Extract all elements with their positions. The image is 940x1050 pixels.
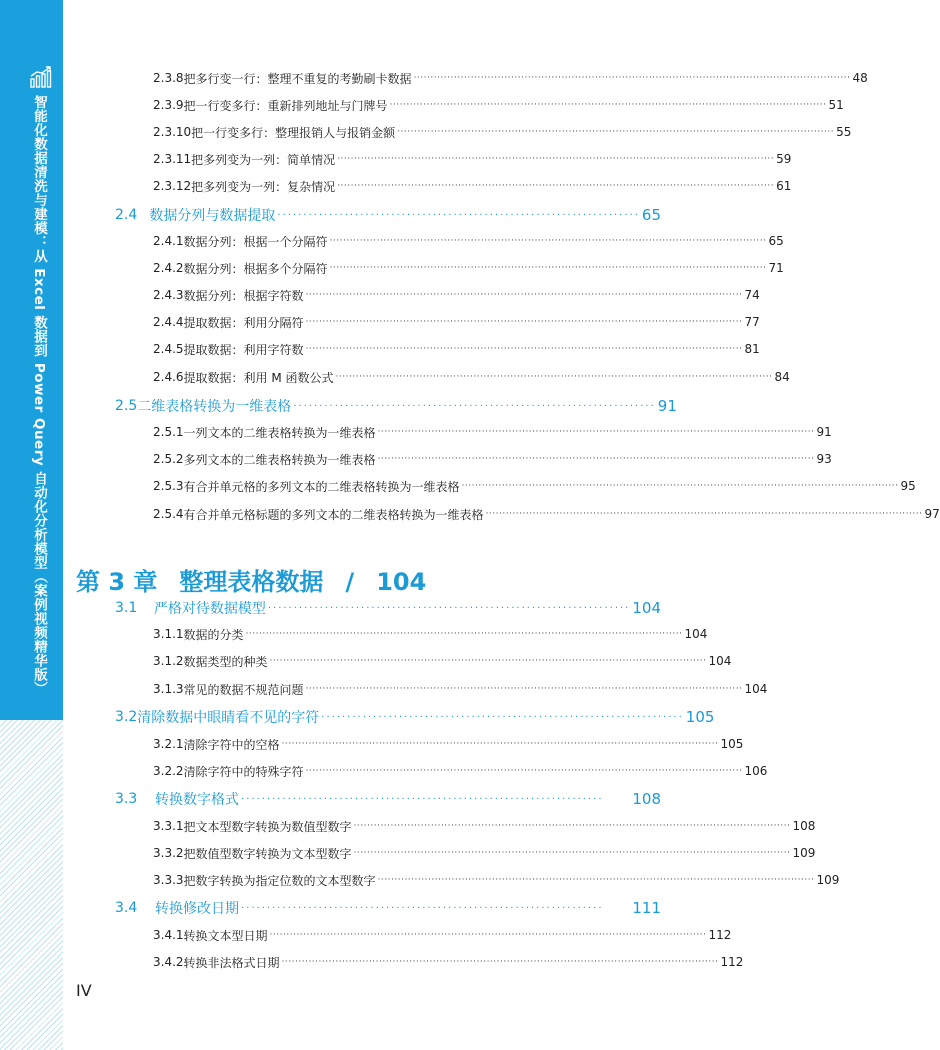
dot-leader: ·································································································································· [305, 290, 743, 300]
entry-page: 91 [816, 425, 832, 439]
entry-number: 2.4.2 [153, 261, 184, 275]
entry-number: 3.2.2 [153, 764, 184, 778]
entry-number: 3.3.1 [153, 819, 184, 833]
entry-title: 常见的数据不规范问题 [183, 682, 304, 697]
toc-entry[interactable] [153, 96, 844, 114]
entry-number: 2.5.2 [153, 452, 184, 466]
entry-title: 把多列变为一列：简单情况 [191, 152, 336, 167]
entry-number: 3.3.3 [153, 873, 184, 887]
dot-leader: ······································································ [267, 602, 631, 614]
entry-page: 108 [792, 819, 816, 833]
entry-page: 109 [792, 846, 816, 860]
dot-leader: ·································································································································· [329, 263, 767, 273]
toc-entry[interactable] [153, 286, 760, 304]
entry-page: 93 [816, 452, 832, 466]
entry-title: 数据分列：根据一个分隔符 [183, 234, 328, 249]
entry-page: 81 [744, 342, 760, 356]
chapter-title: 整理表格数据 [179, 568, 324, 596]
toc-section-entry[interactable] [115, 598, 661, 618]
toc-entry[interactable] [153, 259, 784, 277]
toc-entry[interactable] [153, 368, 790, 386]
entry-number: 3.3 [115, 791, 138, 807]
entry-number: 3.1.2 [153, 654, 184, 668]
dot-leader: ······································································ [277, 209, 640, 221]
dot-leader: ·································································································································· [485, 509, 923, 519]
toc-entry[interactable] [153, 926, 732, 944]
entry-page: 104 [632, 599, 661, 617]
toc-entry[interactable] [153, 177, 792, 195]
dot-leader: ······································································ [321, 711, 684, 723]
entry-page: 105 [720, 737, 744, 751]
dot-leader: ·································································································································· [281, 739, 719, 749]
toc-entry[interactable] [153, 477, 916, 495]
entry-number: 2.4.6 [153, 370, 184, 384]
entry-title: 提取数据：利用字符数 [183, 342, 304, 357]
entry-title: 转换修改日期 [155, 901, 239, 917]
toc-entry[interactable] [153, 844, 816, 862]
entry-page: 104 [744, 682, 768, 696]
toc-section-entry[interactable] [115, 898, 661, 918]
entry-number: 2.4.3 [153, 288, 184, 302]
entry-page: 77 [744, 315, 760, 329]
entry-title: 严格对待数据模型 [153, 601, 266, 617]
dot-leader: ·································································································································· [269, 930, 707, 940]
entry-title: 有合并单元格的多列文本的二维表格转换为一维表格 [183, 479, 460, 494]
entry-title: 提取数据：利用 M 函数公式 [183, 370, 334, 385]
entry-page: 111 [632, 899, 661, 917]
entry-title: 二维表格转换为一维表格 [137, 399, 292, 415]
toc-entry[interactable] [153, 817, 816, 835]
dot-leader: ·································································································································· [305, 766, 743, 776]
toc-section-entry[interactable] [115, 789, 661, 809]
dot-leader: ·································································································································· [377, 427, 815, 437]
dot-leader: ·································································································································· [353, 821, 791, 831]
entry-title: 有合并单元格标题的多列文本的二维表格转换为一维表格 [183, 507, 484, 522]
entry-title: 把一行变多行：重新排列地址与门牌号 [183, 98, 388, 113]
dot-leader: ·································································································································· [335, 372, 773, 382]
entry-number: 2.5 [115, 398, 138, 414]
chapter-separator: / [345, 568, 355, 596]
bar-chart-icon [30, 66, 52, 88]
entry-title: 转换文本型日期 [183, 928, 268, 943]
entry-page: 61 [776, 179, 792, 193]
entry-page: 48 [852, 71, 868, 85]
entry-page: 108 [632, 790, 661, 808]
entry-number: 2.3.9 [153, 98, 184, 112]
entry-number: 2.5.3 [153, 479, 184, 493]
chapter-heading[interactable] [76, 562, 427, 596]
entry-number: 3.2.1 [153, 737, 184, 751]
dot-leader: ······································································ [241, 902, 604, 914]
entry-title: 把文本型数字转换为数值型数字 [183, 819, 352, 834]
toc-entry[interactable] [153, 953, 744, 971]
entry-title: 数据分列：根据字符数 [183, 288, 304, 303]
entry-page: 65 [641, 206, 661, 224]
toc-entry[interactable] [153, 505, 940, 523]
entry-title: 把多行变一行：整理不重复的考勤刷卡数据 [183, 71, 412, 86]
dot-leader: ·································································································································· [245, 629, 683, 639]
entry-number: 2.3.10 [153, 125, 192, 139]
entry-page: 104 [708, 654, 732, 668]
dot-leader: ·································································································································· [305, 344, 743, 354]
toc-section-entry[interactable] [115, 205, 661, 225]
entry-title: 数据分列与数据提取 [149, 208, 276, 224]
entry-title: 数据的分类 [183, 627, 244, 642]
entry-number: 2.3.12 [153, 179, 192, 193]
entry-number: 3.4.1 [153, 928, 184, 942]
dot-leader: ·································································································································· [377, 454, 815, 464]
entry-title: 清除数据中眼睛看不见的字符 [137, 710, 320, 726]
entry-page: 104 [684, 627, 708, 641]
chapter-page: 104 [376, 568, 427, 596]
entry-number: 2.4.4 [153, 315, 184, 329]
entry-title: 多列文本的二维表格转换为一维表格 [183, 452, 376, 467]
toc-entry[interactable] [153, 340, 760, 358]
entry-number: 3.3.2 [153, 846, 184, 860]
entry-title: 提取数据：利用分隔符 [183, 315, 304, 330]
entry-title: 一列文本的二维表格转换为一维表格 [183, 425, 376, 440]
entry-page: 65 [768, 234, 784, 248]
entry-page: 59 [776, 152, 792, 166]
entry-page: 112 [720, 955, 744, 969]
dot-leader: ·································································································································· [389, 100, 827, 110]
entry-number: 3.1.3 [153, 682, 184, 696]
toc-entry[interactable] [153, 313, 760, 331]
dot-leader: ·································································································································· [269, 656, 707, 666]
entry-page: 95 [900, 479, 916, 493]
sidebar-hatch-pattern [0, 720, 63, 1050]
toc-entry[interactable] [153, 232, 784, 250]
dot-leader: ······································································ [293, 400, 656, 412]
dot-leader: ·································································································································· [281, 957, 719, 967]
toc-entry[interactable] [153, 450, 832, 468]
entry-title: 清除字符中的空格 [183, 737, 280, 752]
toc-section-entry[interactable] [115, 396, 677, 416]
entry-page: 74 [744, 288, 760, 302]
dot-leader: ·································································································································· [461, 481, 899, 491]
entry-title: 转换数字格式 [155, 792, 239, 808]
entry-page: 97 [924, 507, 940, 521]
entry-number: 3.2 [115, 709, 138, 725]
dot-leader: ·································································································································· [353, 848, 791, 858]
toc-entry[interactable] [153, 680, 768, 698]
dot-leader: ·································································································································· [305, 684, 743, 694]
entry-title: 转换非法格式日期 [183, 955, 280, 970]
entry-page: 91 [657, 397, 677, 415]
entry-number: 2.3.11 [153, 152, 192, 166]
entry-page: 51 [828, 98, 844, 112]
entry-page: 109 [816, 873, 840, 887]
toc-section-entry[interactable] [115, 707, 715, 727]
entry-title: 数据分列：根据多个分隔符 [183, 261, 328, 276]
entry-number: 2.4.1 [153, 234, 184, 248]
entry-page: 84 [774, 370, 790, 384]
entry-page: 106 [744, 764, 768, 778]
dot-leader: ·································································································································· [397, 127, 835, 137]
entry-number: 2.3.8 [153, 71, 184, 85]
dot-leader: ·································································································································· [337, 181, 775, 191]
entry-title: 把一行变多行：整理报销人与报销金额 [191, 125, 396, 140]
sidebar [0, 0, 63, 1050]
entry-title: 把数字转换为指定位数的文本型数字 [183, 873, 376, 888]
toc-entry[interactable] [153, 735, 744, 753]
entry-number: 2.5.4 [153, 507, 184, 521]
book-title: 智能化数据清洗与建模：从 Excel 数据到 Power Query 自动化分析模型（案例视频精华版） [31, 95, 47, 696]
chapter-label: 第 3 章 [76, 568, 158, 596]
toc-entry[interactable] [153, 762, 768, 780]
dot-leader: ·································································································································· [329, 236, 767, 246]
entry-title: 把数值型数字转换为文本型数字 [183, 846, 352, 861]
entry-page: 55 [836, 125, 852, 139]
entry-page: 105 [685, 708, 715, 726]
entry-number: 2.4.5 [153, 342, 184, 356]
entry-page: 112 [708, 928, 732, 942]
entry-page: 71 [768, 261, 784, 275]
entry-number: 3.4 [115, 900, 138, 916]
entry-number: 3.1 [115, 600, 138, 616]
entry-number: 3.1.1 [153, 627, 184, 641]
dot-leader: ·································································································································· [305, 317, 743, 327]
dot-leader: ······································································ [241, 793, 604, 805]
toc-entry[interactable] [153, 69, 868, 87]
entry-number: 2.5.1 [153, 425, 184, 439]
toc-entry[interactable] [153, 652, 732, 670]
entry-title: 数据类型的种类 [183, 654, 268, 669]
toc-entry[interactable] [153, 423, 832, 441]
entry-number: 3.4.2 [153, 955, 184, 969]
entry-title: 把多列变为一列：复杂情况 [191, 179, 336, 194]
toc-entry[interactable] [153, 123, 852, 141]
page-number: IV [76, 981, 92, 1000]
toc-entry[interactable] [153, 150, 792, 168]
entry-title: 清除字符中的特殊字符 [183, 764, 304, 779]
entry-number: 2.4 [115, 207, 138, 223]
dot-leader: ·································································································································· [337, 154, 775, 164]
toc-entry[interactable] [153, 871, 840, 889]
dot-leader: ·································································································································· [377, 875, 815, 885]
toc-entry[interactable] [153, 625, 708, 643]
dot-leader: ·································································································································· [413, 73, 851, 83]
